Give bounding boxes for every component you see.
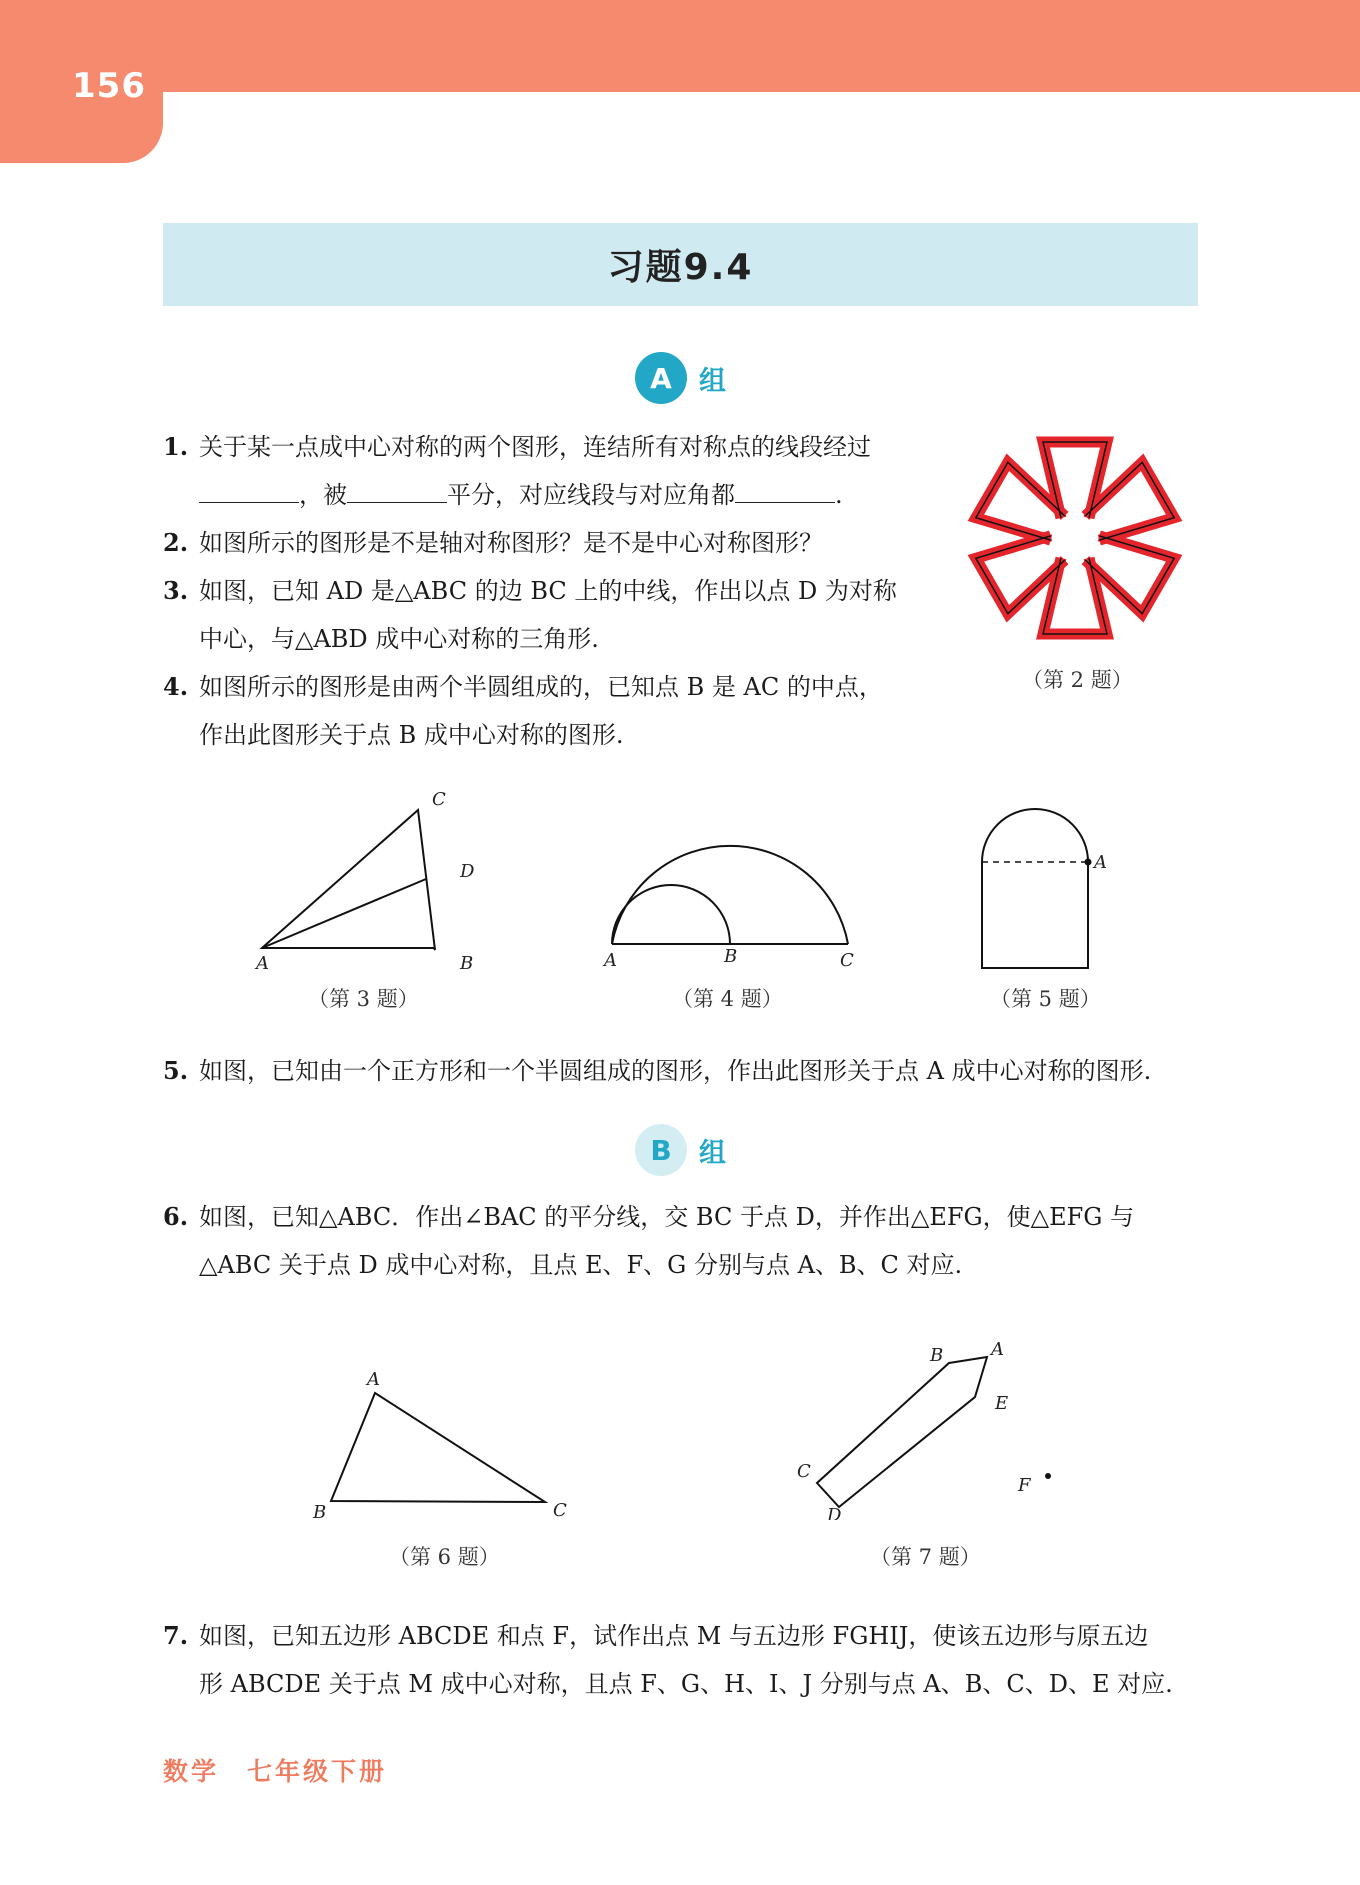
question-1-sep2: 平分，对应线段与对应角都 <box>447 481 735 509</box>
question-2-text: 如图所示的图形是不是轴对称图形？是不是中心对称图形？ <box>199 529 823 557</box>
question-2 <box>163 519 933 567</box>
group-b-label: 组 <box>699 1137 726 1169</box>
question-2-number: 2. <box>163 528 189 557</box>
answer-blank-3[interactable] <box>735 476 835 503</box>
question-1-sep1: ，被 <box>299 481 347 509</box>
label-b: B <box>313 1502 327 1523</box>
figure-6-triangle <box>305 1365 585 1530</box>
question-1-line1: 关于某一点成中心对称的两个图形，连结所有对称点的线段经过 <box>199 433 871 461</box>
question-4-line1: 如图所示的图形是由两个半圆组成的，已知点 B 是 AC 的中点， <box>199 673 883 701</box>
question-4-line2: 作出此图形关于点 B 成中心对称的图形. <box>199 721 624 749</box>
answer-blank-1[interactable] <box>199 476 299 503</box>
question-3-line1: 如图，已知 AD 是△ABC 的边 BC 上的中线，作出以点 D 为对称 <box>199 577 897 605</box>
question-3-line2: 中心，与△ABD 成中心对称的三角形. <box>199 625 599 653</box>
point-f <box>1045 1473 1051 1479</box>
group-a-badge: A <box>635 352 687 404</box>
label-e: E <box>995 1393 1009 1414</box>
group-b-badge: B <box>635 1124 687 1176</box>
median-ad <box>262 879 426 948</box>
question-7 <box>163 1612 1213 1708</box>
group-a-label: 组 <box>699 365 726 397</box>
figure-5-square-semicircle <box>968 800 1118 975</box>
triangle-abc <box>331 1393 545 1502</box>
label-d: D <box>827 1505 842 1520</box>
question-7-number: 7. <box>163 1621 189 1650</box>
small-semicircle <box>612 885 730 944</box>
figure-4-semicircles <box>596 820 876 970</box>
large-semicircle <box>612 846 848 944</box>
label-a: A <box>991 1339 1004 1360</box>
label-b: B <box>930 1345 944 1366</box>
triangle-abc <box>262 810 435 950</box>
question-3 <box>163 567 933 663</box>
caption-figure-3: （第 3 题） <box>308 987 419 1011</box>
label-b: B <box>724 946 738 967</box>
label-a: A <box>256 953 269 974</box>
pentagon-abcde <box>817 1357 987 1507</box>
label-d: D <box>460 861 475 882</box>
caption-figure-2: （第 2 题） <box>1022 668 1133 692</box>
group-b-heading <box>635 1124 726 1176</box>
label-a: A <box>604 950 617 970</box>
caption-figure-7: （第 7 题） <box>870 1545 981 1569</box>
question-1-end: . <box>835 481 843 509</box>
figure-7-pentagon <box>790 1335 1070 1520</box>
label-a: A <box>367 1369 380 1390</box>
title-banner <box>163 223 1198 306</box>
answer-blank-2[interactable] <box>347 476 447 503</box>
label-c: C <box>797 1461 811 1482</box>
question-5-text: 如图，已知由一个正方形和一个半圆组成的图形，作出此图形关于点 A 成中心对称的图形. <box>199 1057 1152 1085</box>
label-c: C <box>432 790 446 810</box>
question-7-line1: 如图，已知五边形 ABCDE 和点 F，试作出点 M 与五边形 FGHIJ，使该五边形与原五边 <box>199 1622 1149 1650</box>
group-a-heading <box>635 352 726 404</box>
footer-book-title: 数学 七年级下册 <box>163 1757 388 1786</box>
question-3-number: 3. <box>163 576 189 605</box>
header-bar <box>0 0 1360 92</box>
point-a <box>1085 859 1092 866</box>
label-a: A <box>1094 852 1107 873</box>
question-6-line1: 如图，已知△ABC．作出∠BAC 的平分线，交 BC 于点 D，并作出△EFG，使△EFG 与 <box>199 1203 1135 1231</box>
caption-figure-4: （第 4 题） <box>672 987 783 1011</box>
question-4-number: 4. <box>163 672 189 701</box>
question-4 <box>163 663 933 759</box>
question-7-line2: 形 ABCDE 关于点 M 成中心对称，且点 F、G、H、I、J 分别与点 A、B、C、D、E 对应. <box>199 1670 1173 1698</box>
question-5 <box>163 1047 1213 1095</box>
question-6-line2: △ABC 关于点 D 成中心对称，且点 E、F、G 分别与点 A、B、C 对应. <box>199 1251 963 1279</box>
caption-figure-5: （第 5 题） <box>990 987 1101 1011</box>
label-c: C <box>840 950 854 970</box>
question-1 <box>163 423 933 519</box>
figure-3-triangle <box>248 790 488 980</box>
figure-2-star <box>962 425 1188 651</box>
label-c: C <box>553 1500 567 1521</box>
caption-figure-6: （第 6 题） <box>389 1545 500 1569</box>
question-6 <box>163 1193 1213 1289</box>
label-f: F <box>1018 1475 1031 1496</box>
question-6-number: 6. <box>163 1202 189 1231</box>
label-b: B <box>460 953 474 974</box>
page-number: 156 <box>72 66 146 106</box>
question-1-number: 1. <box>163 432 189 461</box>
square-with-arch <box>982 809 1088 968</box>
page-title: 习题9.4 <box>607 247 754 288</box>
question-5-number: 5. <box>163 1056 189 1085</box>
